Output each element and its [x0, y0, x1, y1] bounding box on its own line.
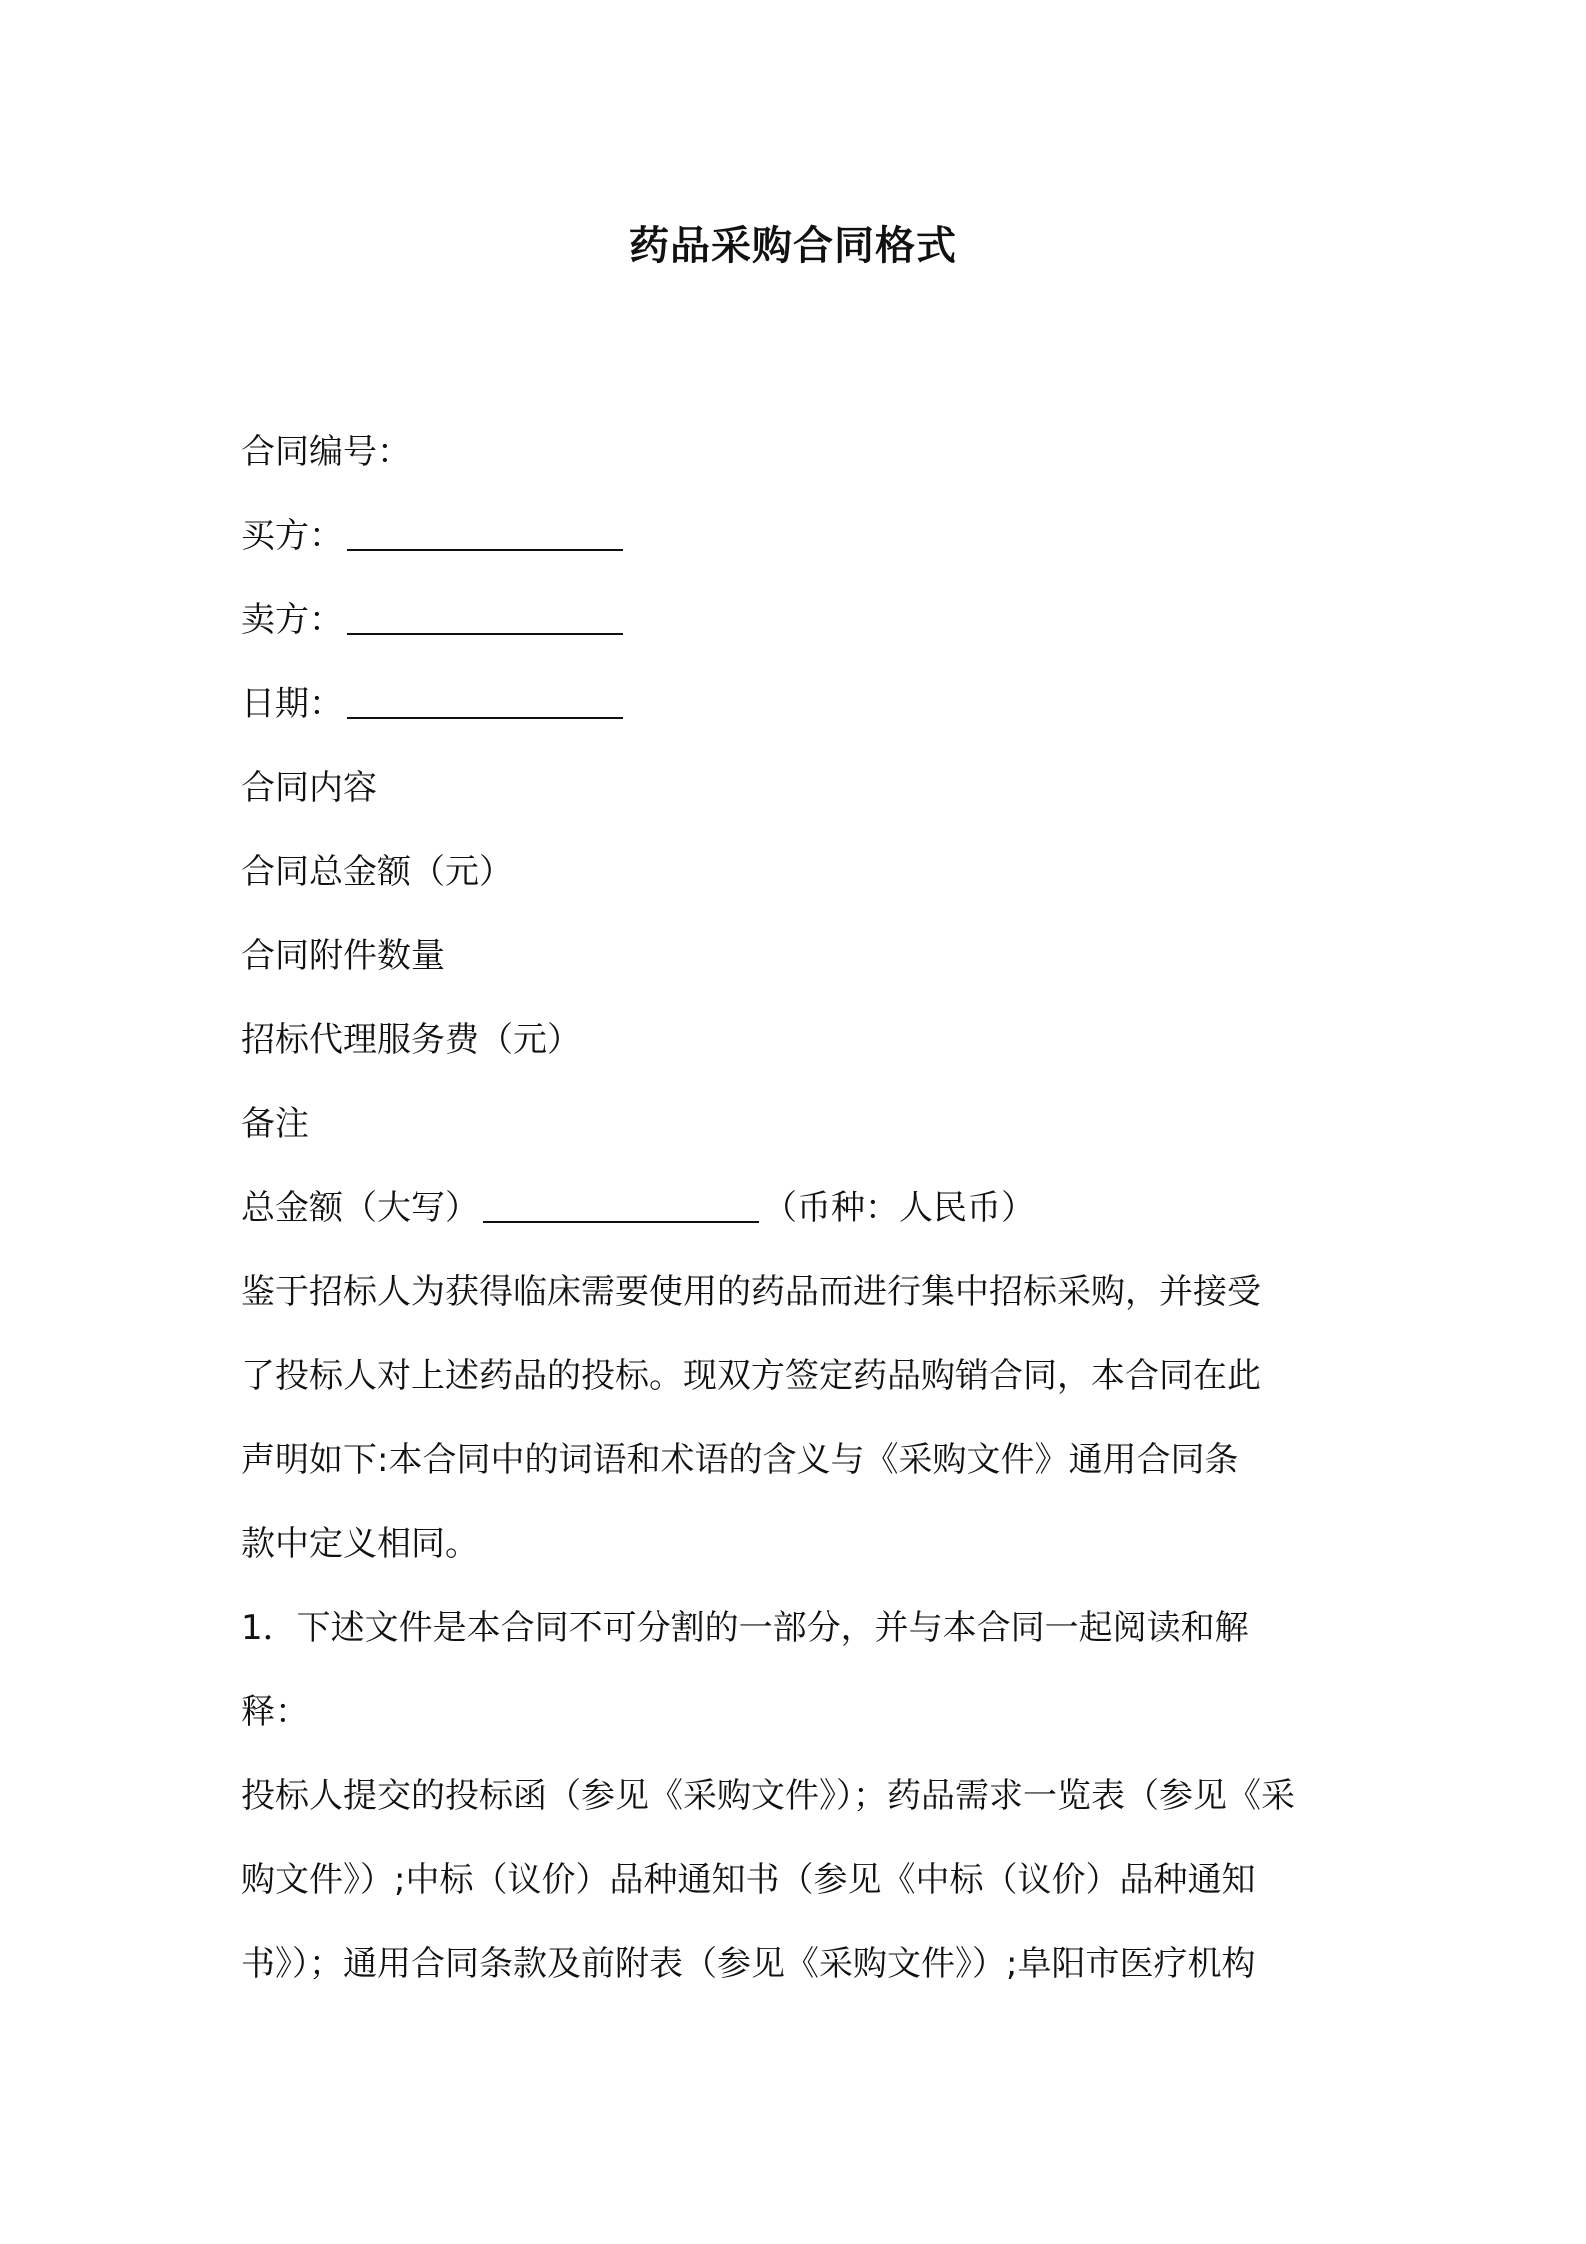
date-line	[241, 662, 1361, 746]
contract-number-line	[241, 410, 1361, 494]
date-blank	[347, 683, 623, 719]
item-total-amount: 合同总金额（元）	[241, 852, 513, 892]
body-line: 了投标人对上述药品的投标。现双方签定药品购销合同，本合同在此	[241, 1356, 1261, 1396]
item-agency-fee: 招标代理服务费（元）	[241, 1020, 581, 1060]
buyer-line	[241, 494, 1361, 578]
document-body	[241, 410, 1361, 2006]
item-remarks: 备注	[241, 1104, 309, 1144]
contract-number-label: 合同编号：	[241, 432, 411, 472]
body-line: 1．下述文件是本合同不可分割的一部分，并与本合同一起阅读和解	[241, 1608, 1249, 1648]
body-line: 款中定义相同。	[241, 1524, 479, 1564]
document-title: 药品采购合同格式	[629, 223, 957, 269]
buyer-label: 买方：	[241, 516, 343, 556]
seller-line	[241, 578, 1361, 662]
body-line: 释：	[241, 1692, 309, 1732]
total-amount-label: 总金额（大写）	[241, 1188, 479, 1228]
buyer-blank	[347, 515, 623, 551]
currency-note: （币种：人民币）	[763, 1188, 1035, 1228]
body-line: 声明如下:本合同中的词语和术语的含义与《采购文件》通用合同条	[241, 1440, 1239, 1480]
body-line: 书》）；通用合同条款及前附表（参见《采购文件》）;阜阳市医疗机构	[241, 1944, 1256, 1984]
body-line: 投标人提交的投标函（参见《采购文件》）；药品需求一览表（参见《采	[241, 1776, 1295, 1816]
seller-blank	[347, 599, 623, 635]
total-amount-blank	[483, 1187, 759, 1223]
date-label: 日期：	[241, 684, 343, 724]
body-line: 购文件》）;中标（议价）品种通知书（参见《中标（议价）品种通知	[241, 1860, 1256, 1900]
item-attachment-count: 合同附件数量	[241, 936, 445, 976]
seller-label: 卖方：	[241, 600, 343, 640]
total-amount-line	[241, 1166, 1361, 1250]
body-line: 鉴于招标人为获得临床需要使用的药品而进行集中招标采购，并接受	[241, 1272, 1261, 1312]
item-contract-content: 合同内容	[241, 768, 377, 808]
